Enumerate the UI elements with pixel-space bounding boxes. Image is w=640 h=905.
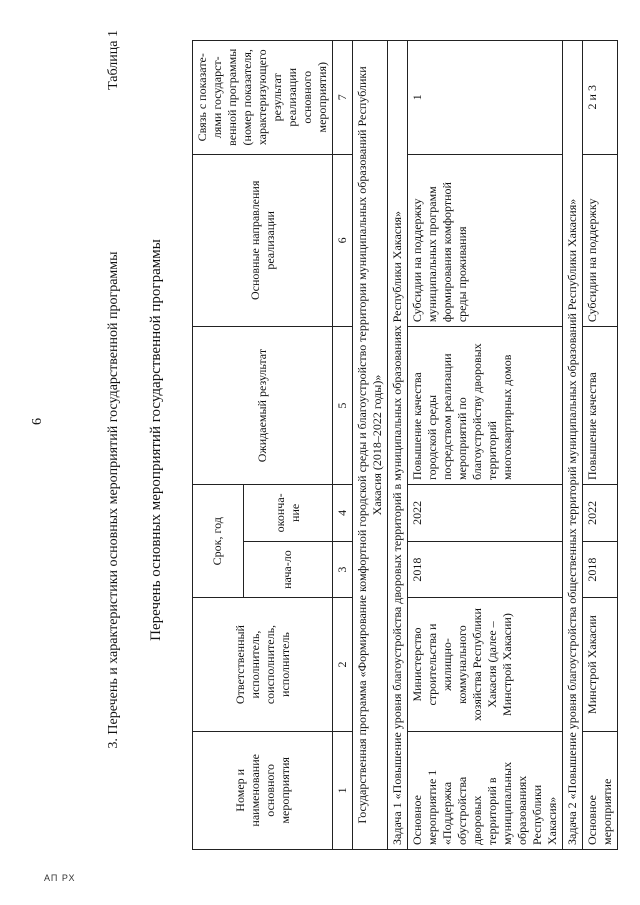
column-number: 7 bbox=[333, 41, 353, 155]
column-number: 3 bbox=[333, 541, 353, 598]
measures-table bbox=[192, 40, 618, 850]
landscape-content bbox=[104, 30, 614, 850]
column-number: 5 bbox=[333, 327, 353, 485]
measure-link: 2 и 3 bbox=[583, 41, 618, 155]
column-number: 6 bbox=[333, 154, 353, 327]
measure-directions: Субсидии на поддержку bbox=[583, 154, 618, 327]
task1-title: Задача 1 «Повышение уровня благоустройства дворовых территорий в муниципальных образованиях Республики Хакасия» bbox=[388, 41, 408, 850]
measure-name: Основное мероприятие 1 «Поддержка обустройства дворовых территорий в муниципальных образованиях Республики Хакасия» bbox=[408, 731, 563, 849]
header-col2: Ответственный исполнитель, соисполнитель, исполнитель bbox=[193, 598, 333, 731]
measure-end: 2022 bbox=[583, 485, 618, 542]
measure-link: 1 bbox=[408, 41, 563, 155]
table-title: Перечень основных мероприятий государственной программы bbox=[148, 239, 164, 641]
header-row bbox=[193, 41, 244, 850]
measure-result: Повышение качества bbox=[583, 327, 618, 485]
header-col6: Основные направления реализации bbox=[193, 154, 333, 327]
header-end: оконча-ние bbox=[243, 485, 332, 542]
header-col7: Связь с показате-лями государст-венной программы (номер показателя, характеризующего результат реализации основного мероприятия) bbox=[193, 41, 333, 155]
stamp-text: АП РХ bbox=[44, 873, 76, 883]
table-row bbox=[408, 41, 563, 850]
program-title: Государственная программа «Формирование комфортной городской среды и благоустройство территории муниципальных образований Республики Хакасия (2018–2022 годы)» bbox=[353, 41, 388, 850]
measure-executor: Минстрой Хакасии bbox=[583, 598, 618, 731]
measure-end: 2022 bbox=[408, 485, 563, 542]
column-number: 2 bbox=[333, 598, 353, 731]
measure-name: Основное мероприятие bbox=[583, 731, 618, 849]
task-row bbox=[563, 41, 583, 850]
table-label: Таблица 1 bbox=[106, 30, 121, 90]
measure-start: 2018 bbox=[408, 541, 563, 598]
header-start: нача-ло bbox=[243, 541, 332, 598]
page-number: 6 bbox=[30, 418, 45, 425]
column-number: 4 bbox=[333, 485, 353, 542]
column-number: 1 bbox=[333, 731, 353, 849]
header-col5: Ожидаемый результат bbox=[193, 327, 333, 485]
header-term: Срок, год bbox=[193, 485, 244, 598]
measure-directions: Субсидии на поддержку муниципальных программ формирования комфортной среды проживания bbox=[408, 154, 563, 327]
program-row bbox=[353, 41, 388, 850]
header-col1: Номер и наименование основного мероприятия bbox=[193, 731, 333, 849]
task2-title: Задача 2 «Повышение уровня благоустройства общественных территорий муниципальных образований Республики Хакасия» bbox=[563, 41, 583, 850]
table-row bbox=[583, 41, 618, 850]
task-row bbox=[388, 41, 408, 850]
column-number-row bbox=[333, 41, 353, 850]
measure-start: 2018 bbox=[583, 541, 618, 598]
measure-result: Повышение качества городской среды посредством реализации мероприятий по благоустройству дворовых территорий многоквартирных домов bbox=[408, 327, 563, 485]
section-title: 3. Перечень и характеристики основных мероприятий государственной программы bbox=[106, 251, 121, 749]
measure-executor: Министерство строительства и жилищно-коммунального хозяйства Республики Хакасия (далее – Минстрой Хакасии) bbox=[408, 598, 563, 731]
